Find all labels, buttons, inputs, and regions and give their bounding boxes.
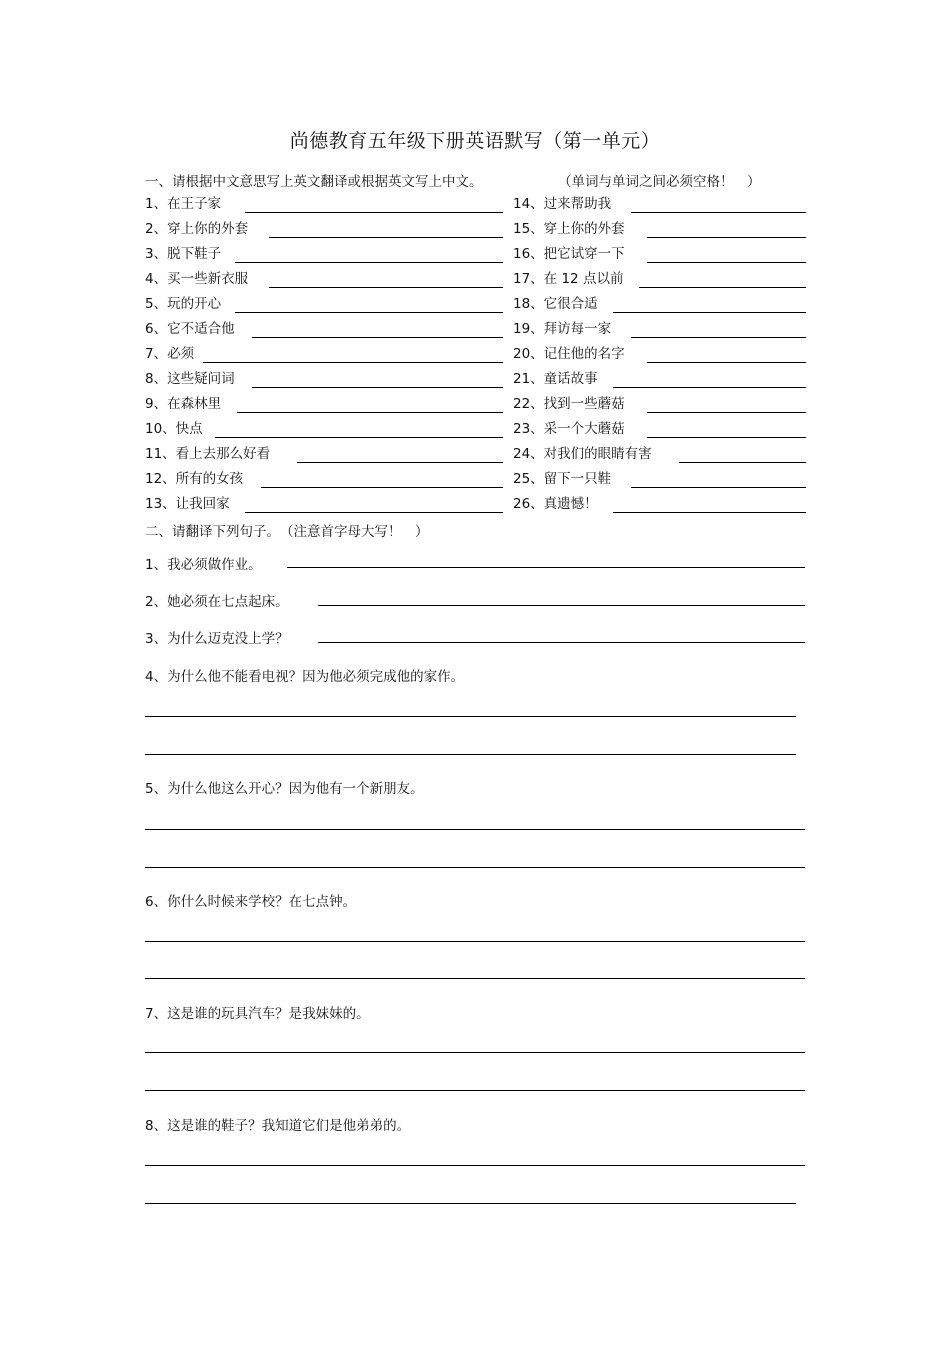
sentence-prompt-1: 1、我必须做作业。 <box>145 557 262 573</box>
answer-blank[interactable] <box>639 287 806 288</box>
sentence-prompt-8: 8、这是谁的鞋子？我知道它们是他弟弟的。 <box>145 1118 411 1134</box>
vocab-row-6 <box>145 320 505 340</box>
answer-blank[interactable] <box>631 212 806 213</box>
answer-blank[interactable] <box>245 512 503 513</box>
vocab-prompt: 10、快点 <box>145 421 203 437</box>
vocab-prompt: 20、记住他的名字 <box>513 346 625 362</box>
vocab-prompt: 23、采一个大蘑菇 <box>513 421 625 437</box>
vocab-row-3 <box>145 245 505 265</box>
answer-line[interactable] <box>145 1165 805 1166</box>
answer-blank[interactable] <box>245 212 503 213</box>
answer-line[interactable] <box>145 716 796 717</box>
answer-line[interactable] <box>145 829 805 830</box>
answer-blank[interactable] <box>647 362 806 363</box>
answer-line[interactable] <box>145 941 805 942</box>
answer-blank[interactable] <box>613 312 806 313</box>
vocab-row-7 <box>145 345 505 365</box>
vocab-row-17 <box>513 270 806 290</box>
vocab-prompt: 24、对我们的眼睛有害 <box>513 446 652 462</box>
vocab-prompt: 22、找到一些蘑菇 <box>513 396 625 412</box>
answer-blank[interactable] <box>235 262 503 263</box>
sentence-prompt-2: 2、她必须在七点起床。 <box>145 594 289 610</box>
section-2-heading: 二、请翻译下列句子。 （注意首字母大写！ ） <box>145 524 429 540</box>
answer-line[interactable] <box>145 867 805 868</box>
vocab-prompt: 1、在王子家 <box>145 196 222 212</box>
vocab-prompt: 6、它不适合他 <box>145 321 235 337</box>
answer-blank[interactable] <box>269 237 503 238</box>
section-1-note: （单词与单词之间必须空格！ ） <box>558 174 761 190</box>
vocab-row-16 <box>513 245 806 265</box>
answer-blank[interactable] <box>679 462 806 463</box>
vocab-prompt: 16、把它试穿一下 <box>513 246 625 262</box>
vocab-prompt: 2、穿上你的外套 <box>145 221 249 237</box>
vocab-prompt: 26、真遗憾！ <box>513 496 598 512</box>
vocab-prompt: 17、在 12 点以前 <box>513 271 624 287</box>
answer-blank[interactable] <box>269 287 503 288</box>
answer-blank[interactable] <box>647 237 806 238</box>
answer-blank[interactable] <box>297 462 503 463</box>
answer-blank[interactable] <box>215 437 503 438</box>
vocab-row-18 <box>513 295 806 315</box>
vocab-row-26 <box>513 495 806 515</box>
vocab-row-5 <box>145 295 505 315</box>
vocab-row-20 <box>513 345 806 365</box>
vocab-row-15 <box>513 220 806 240</box>
answer-line[interactable] <box>145 754 796 755</box>
vocab-prompt: 5、玩的开心 <box>145 296 222 312</box>
section-1-heading: 一、请根据中文意思写上英文翻译或根据英文写上中文。 <box>145 174 483 190</box>
vocab-row-4 <box>145 270 505 290</box>
vocab-row-9 <box>145 395 505 415</box>
vocab-row-21 <box>513 370 806 390</box>
answer-line[interactable] <box>145 978 805 979</box>
vocab-prompt: 9、在森林里 <box>145 396 222 412</box>
answer-blank[interactable] <box>631 337 806 338</box>
vocab-prompt: 19、拜访每一家 <box>513 321 612 337</box>
answer-line[interactable] <box>287 567 805 568</box>
vocab-row-14 <box>513 195 806 215</box>
answer-blank[interactable] <box>613 512 806 513</box>
sentence-prompt-6: 6、你什么时候来学校？在七点钟。 <box>145 894 357 910</box>
vocab-row-1 <box>145 195 505 215</box>
answer-blank[interactable] <box>647 262 806 263</box>
sentence-prompt-7: 7、这是谁的玩具汽车？是我妹妹的。 <box>145 1006 370 1022</box>
answer-line[interactable] <box>145 1203 796 1204</box>
vocab-row-13 <box>145 495 505 515</box>
sentence-prompt-5: 5、为什么他这么开心？因为他有一个新朋友。 <box>145 781 424 797</box>
vocab-prompt: 8、这些疑问词 <box>145 371 235 387</box>
vocab-prompt: 25、留下一只鞋 <box>513 471 612 487</box>
answer-line[interactable] <box>145 1090 805 1091</box>
vocab-row-23 <box>513 420 806 440</box>
answer-blank[interactable] <box>235 312 503 313</box>
vocab-prompt: 18、它很合适 <box>513 296 598 312</box>
vocab-row-22 <box>513 395 806 415</box>
answer-blank[interactable] <box>261 487 503 488</box>
answer-blank[interactable] <box>237 412 503 413</box>
answer-line[interactable] <box>145 1052 805 1053</box>
vocab-row-2 <box>145 220 505 240</box>
vocab-prompt: 15、穿上你的外套 <box>513 221 625 237</box>
answer-blank[interactable] <box>252 387 503 388</box>
answer-blank[interactable] <box>252 337 503 338</box>
vocab-row-11 <box>145 445 505 465</box>
vocab-row-25 <box>513 470 806 490</box>
vocab-row-19 <box>513 320 806 340</box>
answer-line[interactable] <box>318 642 805 643</box>
vocab-prompt: 21、童话故事 <box>513 371 598 387</box>
vocab-prompt: 14、过来帮助我 <box>513 196 612 212</box>
vocab-prompt: 7、必须 <box>145 346 195 362</box>
vocab-row-8 <box>145 370 505 390</box>
vocab-prompt: 3、脱下鞋子 <box>145 246 222 262</box>
answer-blank[interactable] <box>647 437 806 438</box>
sentence-prompt-4: 4、为什么他不能看电视？因为他必须完成他的家作。 <box>145 669 465 685</box>
sentence-prompt-3: 3、为什么迈克没上学？ <box>145 631 289 647</box>
vocab-row-24 <box>513 445 806 465</box>
vocab-prompt: 12、所有的女孩 <box>145 471 244 487</box>
worksheet-title: 尚德教育五年级下册英语默写（第一单元） <box>289 130 661 152</box>
answer-blank[interactable] <box>203 362 503 363</box>
answer-blank[interactable] <box>631 487 806 488</box>
answer-line[interactable] <box>318 605 805 606</box>
answer-blank[interactable] <box>613 387 806 388</box>
vocab-prompt: 4、买一些新衣服 <box>145 271 249 287</box>
vocab-row-12 <box>145 470 505 490</box>
vocab-row-10 <box>145 420 505 440</box>
vocab-prompt: 13、让我回家 <box>145 496 230 512</box>
vocab-prompt: 11、看上去那么好看 <box>145 446 271 462</box>
answer-blank[interactable] <box>647 412 806 413</box>
